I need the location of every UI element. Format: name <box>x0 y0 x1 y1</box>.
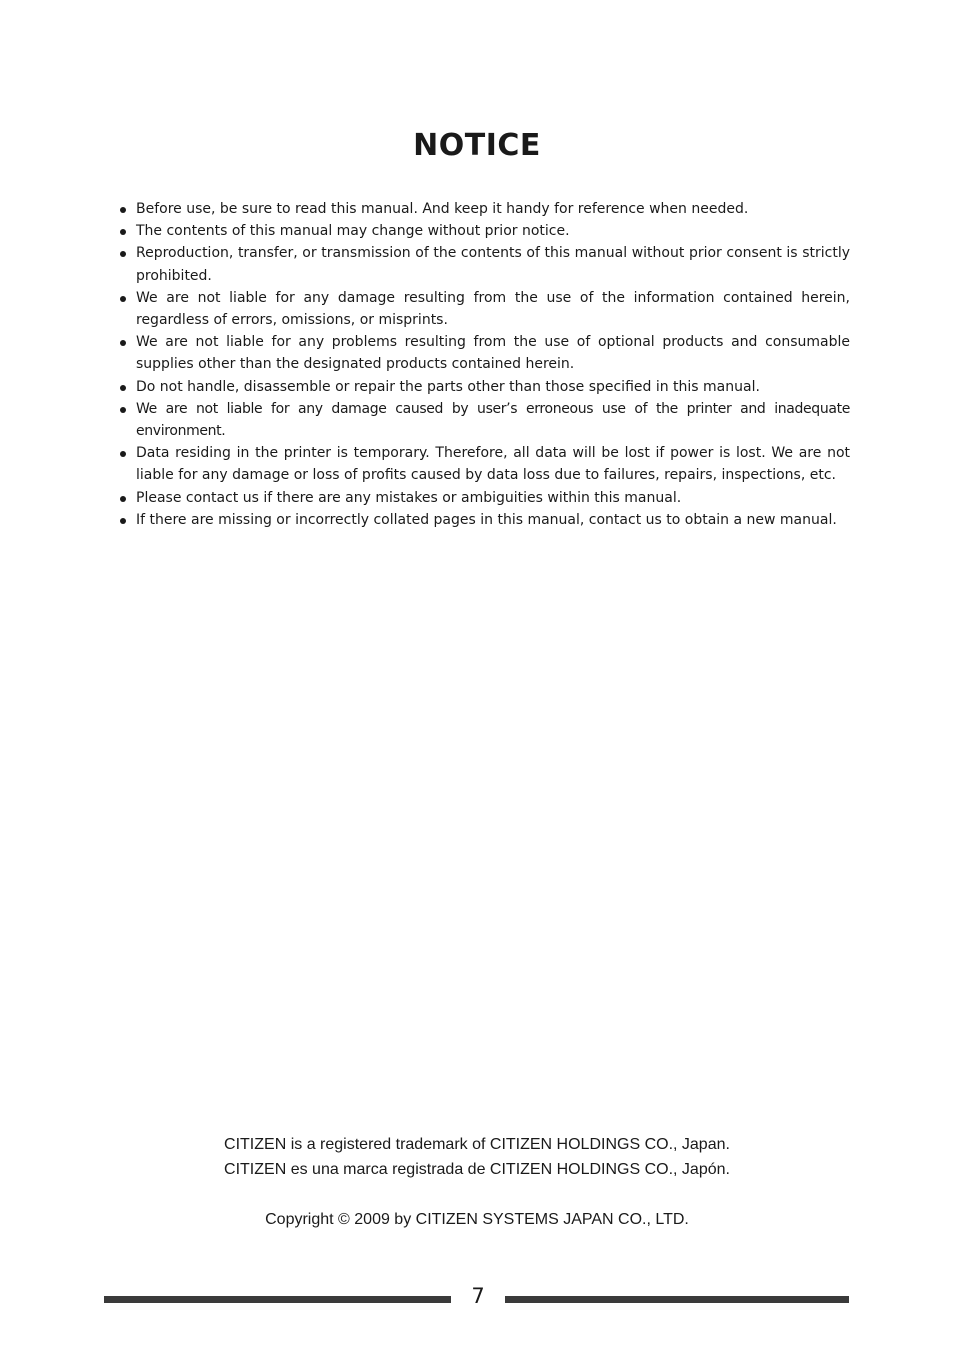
bullet-icon <box>120 229 126 235</box>
notice-text: Do not handle, disassemble or repair the parts other than those specified in this manual. <box>136 378 760 395</box>
bullet-icon <box>120 207 126 213</box>
list-item <box>118 198 850 220</box>
page-title: NOTICE <box>413 128 541 163</box>
bullet-icon <box>120 518 126 524</box>
bullet-icon <box>120 296 126 302</box>
trademark-notice-en: CITIZEN is a registered trademark of CITIZEN HOLDINGS CO., Japan. <box>224 1136 730 1153</box>
list-item <box>118 442 850 486</box>
list-item <box>118 242 850 286</box>
bullet-icon <box>120 340 126 346</box>
bullet-icon <box>120 251 126 257</box>
list-item <box>118 287 850 331</box>
bullet-icon <box>120 385 126 391</box>
page-number: 7 <box>471 1284 485 1308</box>
footer-bar-right <box>505 1296 849 1303</box>
list-item <box>118 487 850 509</box>
notice-text: Please contact us if there are any mistakes or ambiguities within this manual. <box>136 489 682 506</box>
notice-text: Before use, be sure to read this manual. And keep it handy for reference when needed. <box>136 201 749 217</box>
bullet-icon <box>120 451 126 457</box>
bullet-icon <box>120 407 126 413</box>
footer-bar-left <box>104 1296 451 1303</box>
notice-text: We are not liable for any damage caused by user’s erroneous use of the printer and inadequate environment. <box>136 400 850 440</box>
notice-text: We are not liable for any damage resulting from the use of the information contained herein, regardless of errors, omissions, or misprints. <box>136 289 850 329</box>
list-item <box>118 509 850 531</box>
list-item <box>118 376 850 398</box>
bullet-icon <box>120 496 126 502</box>
list-item <box>118 331 850 375</box>
list-item <box>118 398 850 442</box>
trademark-notice-es: CITIZEN es una marca registrada de CITIZEN HOLDINGS CO., Japón. <box>224 1161 730 1178</box>
notice-text: The contents of this manual may change without prior notice. <box>136 223 570 240</box>
notice-text: Reproduction, transfer, or transmission of the contents of this manual without prior consent is strictly prohibited. <box>136 245 850 284</box>
copyright-notice: Copyright © 2009 by CITIZEN SYSTEMS JAPAN CO., LTD. <box>265 1211 689 1228</box>
notice-text: We are not liable for any problems resulting from the use of optional products and consumable supplies other than the designated products contained herein. <box>136 334 850 373</box>
notice-list <box>118 198 850 531</box>
list-item <box>118 220 850 242</box>
notice-text: Data residing in the printer is temporary. Therefore, all data will be lost if power is lost. We are not liable for any damage or loss of profits caused by data loss due to failures, repairs, inspections, etc. <box>136 445 850 484</box>
notice-text: If there are missing or incorrectly collated pages in this manual, contact us to obtain a new manual. <box>136 511 837 528</box>
